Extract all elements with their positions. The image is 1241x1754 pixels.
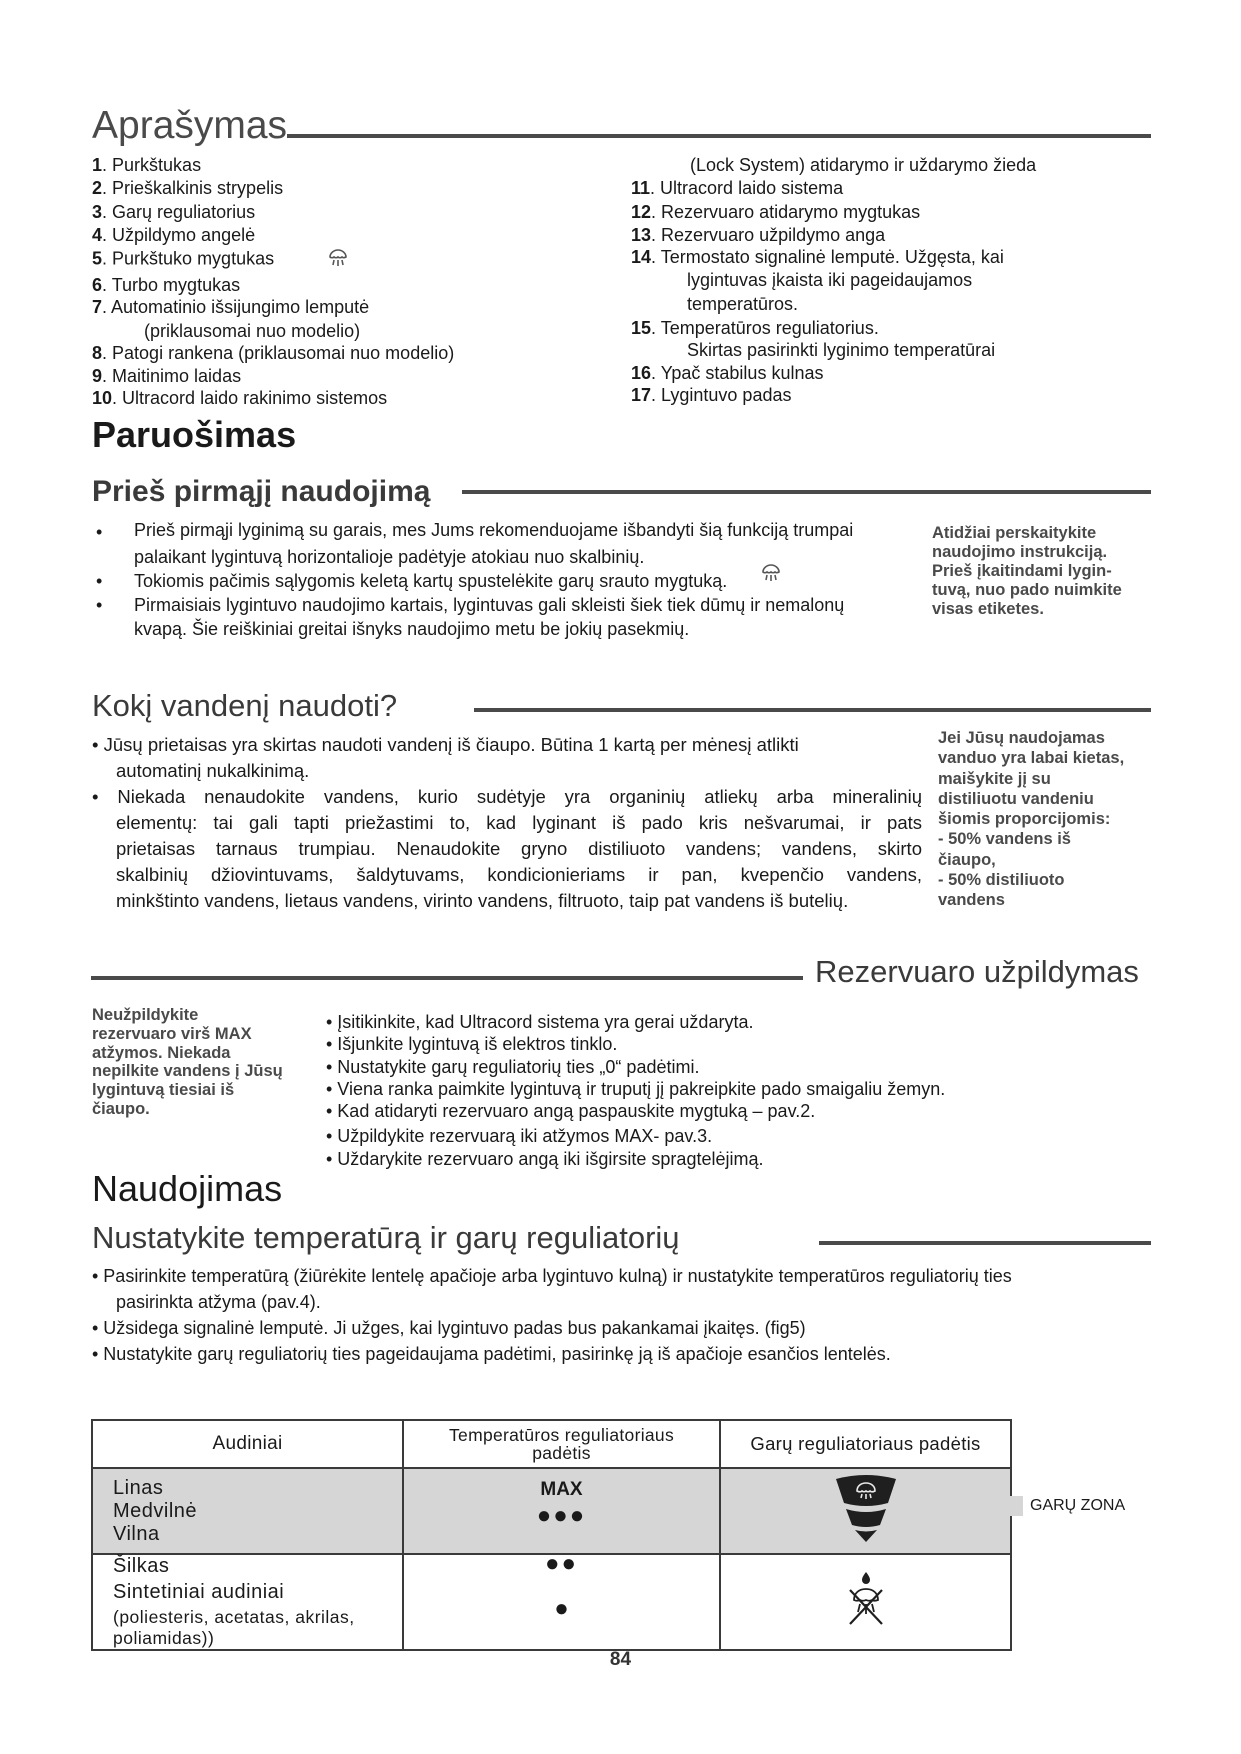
heading-rule (474, 708, 1151, 712)
usage-line: • Užsidega signalinė lemputė. Ji užges, kai lygintuvo padas bus pakankamai įkaitęs. (fig5) (92, 1318, 806, 1338)
side-note-first-use: Atidžiai perskaitykite naudojimo instrukciją. Prieš įkaitindami lygin- tuvą, nuo pado nuimkite visas etiketes. (932, 524, 1122, 618)
section-heading-preparation: Paruošimas (92, 414, 297, 455)
list-item: 17. Lygintuvo padas (631, 385, 792, 405)
list-item: • Uždarykite rezervuaro angą iki išgirsite spragtelėjimą. (326, 1148, 764, 1169)
fabric-settings-table (91, 1419, 1012, 1651)
usage-line: pasirinkta atžyma (pav.4). (116, 1292, 321, 1312)
water-line: automatinį nukalkinimą. (116, 760, 310, 781)
usage-text (92, 1263, 1152, 1367)
list-item: 15. Temperatūros reguliatorius. (631, 317, 879, 338)
list-item: • Viena ranka paimkite lygintuvą ir truputį jį pakreipkite pado smaigaliu žemyn. (326, 1078, 946, 1099)
fabric-names: Šilkas Sintetiniai audiniai (poliesteris, acetatas, akrilas, poliamidas)) (92, 1554, 403, 1650)
list-item: 2. Prieškalkinis strypelis (92, 177, 284, 198)
steam-setting (720, 1554, 1011, 1650)
heading-rule (819, 1241, 1151, 1245)
fabric-names: Linas Medvilnė Vilna (92, 1468, 403, 1554)
heading-rule (91, 976, 803, 980)
side-note-reservoir: Neužpildykite rezervuaro virš MAX atžymos. Niekada nepilkite vandens į Jūsų lygintuvą tiesiai iš čiaupo. (92, 1006, 283, 1118)
list-item: 9. Maitinimo laidas (92, 365, 242, 386)
side-note-water: Jei Jūsų naudojamas vanduo yra labai kietas, maišykite jį su distiliuotu vandeniu šiomis proporcijomis: - 50% vandens iš čiaupo, - 50% distiliuoto vandens (938, 729, 1125, 910)
list-item: Skirtas pasirinkti lyginimo temperatūrai (687, 340, 996, 360)
water-line: skalbinių džiovintuvams, šaldytuvams, kondicionieriams ir pan, kvepenčio vandens, (116, 864, 922, 885)
list-item: • Prieš pirmąji lyginimą su garais, mes Jums rekomenduojame išbandyti šią funkciją trumpai palaikant lygintuvą horizontalioje padėtyje atokiau nuo skalbinių. (96, 520, 854, 567)
list-item: • Užpildykite rezervuarą iki atžymos MAX- pav.3. (326, 1126, 713, 1147)
list-item: 8. Patogi rankena (priklausomai nuo modelio) (92, 343, 455, 363)
list-item: 3. Garų reguliatorius (92, 202, 256, 222)
water-line: • Jūsų prietaisas yra skirtas naudoti vandenį iš čiaupo. Būtina 1 kartą per mėnesį atlikti (92, 734, 799, 755)
list-item: (priklausomai nuo modelio) (144, 320, 361, 341)
list-item: • Įsitikinkite, kad Ultracord sistema yra gerai uždaryta. (326, 1012, 754, 1032)
list-item: • Tokiomis pačimis sąlygomis keletą kartų spustelėkite garų srauto mygtuką. (92, 569, 912, 593)
usage-line: • Nustatykite garų reguliatorių ties pageidaujama padėtimi, pasirinkę ją iš apačioje esančios lentelės. (92, 1344, 891, 1364)
list-item: 13. Rezervuaro užpildymo anga (631, 224, 886, 245)
heading-rule (287, 134, 1151, 138)
section-heading-usage: Naudojimas (92, 1168, 283, 1209)
water-line: prietaisas tarnaus trumpiau. Nenaudokite gryno distiliuoto vandens; vandens, skirto (116, 838, 922, 859)
list-item: lygintuvas įkaista iki pageidaujamos (687, 269, 973, 290)
section-heading-description: Aprašymas (92, 104, 288, 147)
reservoir-steps (326, 1011, 1146, 1170)
list-item: 4. Užpildymo angelė (92, 224, 256, 245)
list-item: 12. Rezervuaro atidarymo mygtukas (631, 202, 921, 222)
header-fabrics: Audiniai (92, 1420, 403, 1468)
steam-setting (720, 1468, 1011, 1554)
first-use-bullets (92, 518, 912, 641)
usage-line: • Pasirinkite temperatūrą (žiūrėkite lentelę apačioje arba lygintuvo kulną) ir nustatykite temperatūros reguliatorių ties (92, 1266, 1012, 1286)
water-line: • Niekada nenaudokite vandens, kurio sudėtyje yra organinių atliekų arba mineralinių (92, 786, 922, 807)
list-item: 5. Purkštuko mygtukas (92, 246, 652, 274)
no-steam-icon (844, 1612, 888, 1633)
list-item: 11. Ultracord laido sistema (631, 177, 844, 198)
steam-max-icon (834, 1527, 898, 1548)
sub-heading-settings: Nustatykite temperatūrą ir garų reguliatorių (92, 1220, 680, 1255)
list-item: 16. Ypač stabilus kulnas (631, 362, 824, 383)
header-temperature: Temperatūros reguliatoriaus padėtis (403, 1420, 720, 1468)
list-item: 10. Ultracord laido rakinimo sistemos (92, 388, 388, 408)
list-item: • Kad atidaryti rezervuaro angą paspauskite mygtuką – pav.2. (326, 1101, 816, 1122)
water-line: minkštinto vandens, lietaus vandens, virinto vandens, filtruoto, taip pat vandens iš butelių. (116, 890, 849, 911)
water-text (92, 732, 922, 914)
page-number: 84 (609, 1649, 632, 1670)
heading-rule (462, 490, 1151, 494)
list-item: 6. Turbo mygtukas (92, 274, 241, 295)
sub-heading-reservoir: Rezervuaro užpildymas (815, 954, 1139, 989)
list-item: • Nustatykite garų reguliatorių ties „0“ padėtimi. (326, 1056, 700, 1077)
steam-burst-icon (325, 246, 351, 274)
temperature-setting: MAX ●●● ●● (403, 1468, 720, 1554)
legend-swatch (1008, 1496, 1023, 1516)
sub-heading-first-use: Prieš pirmąjį naudojimą (92, 475, 431, 508)
list-item: 14. Termostato signalinė lemputė. Užgęsta, kai (631, 247, 1004, 267)
list-item: 7. Automatinio išsijungimo lemputė (92, 297, 370, 317)
list-item: • Pirmaisiais lygintuvo naudojimo kartais, lygintuvas gali skleisti šiek tiek dūmų ir nemalonų kvapą. Šie reiškiniai greitai išnyks naudojimo metu be jokių pasekmių. (96, 595, 845, 639)
water-line: elementų: tai gali tapti priežastimi to, kad lyginant iš pado kris nešvarumai, ir pats (116, 812, 922, 833)
parts-list-right (631, 154, 1151, 407)
list-item: • Išjunkite lygintuvą iš elektros tinklo. (326, 1034, 618, 1055)
list-item: temperatūros. (687, 294, 799, 314)
table-row (92, 1468, 1011, 1554)
list-item: 1. Purkštukas (92, 155, 202, 175)
steam-zone-legend: GARŲ ZONA (1008, 1496, 1125, 1516)
sub-heading-water: Kokį vandenį naudoti? (92, 688, 398, 723)
parts-list-left (92, 154, 652, 410)
temperature-setting: ● (403, 1554, 720, 1650)
header-steam: Garų reguliatoriaus padėtis (720, 1420, 1011, 1468)
steam-burst-icon (758, 561, 784, 589)
list-item: (Lock System) atidarymo ir uždarymo žieda (690, 155, 1037, 175)
